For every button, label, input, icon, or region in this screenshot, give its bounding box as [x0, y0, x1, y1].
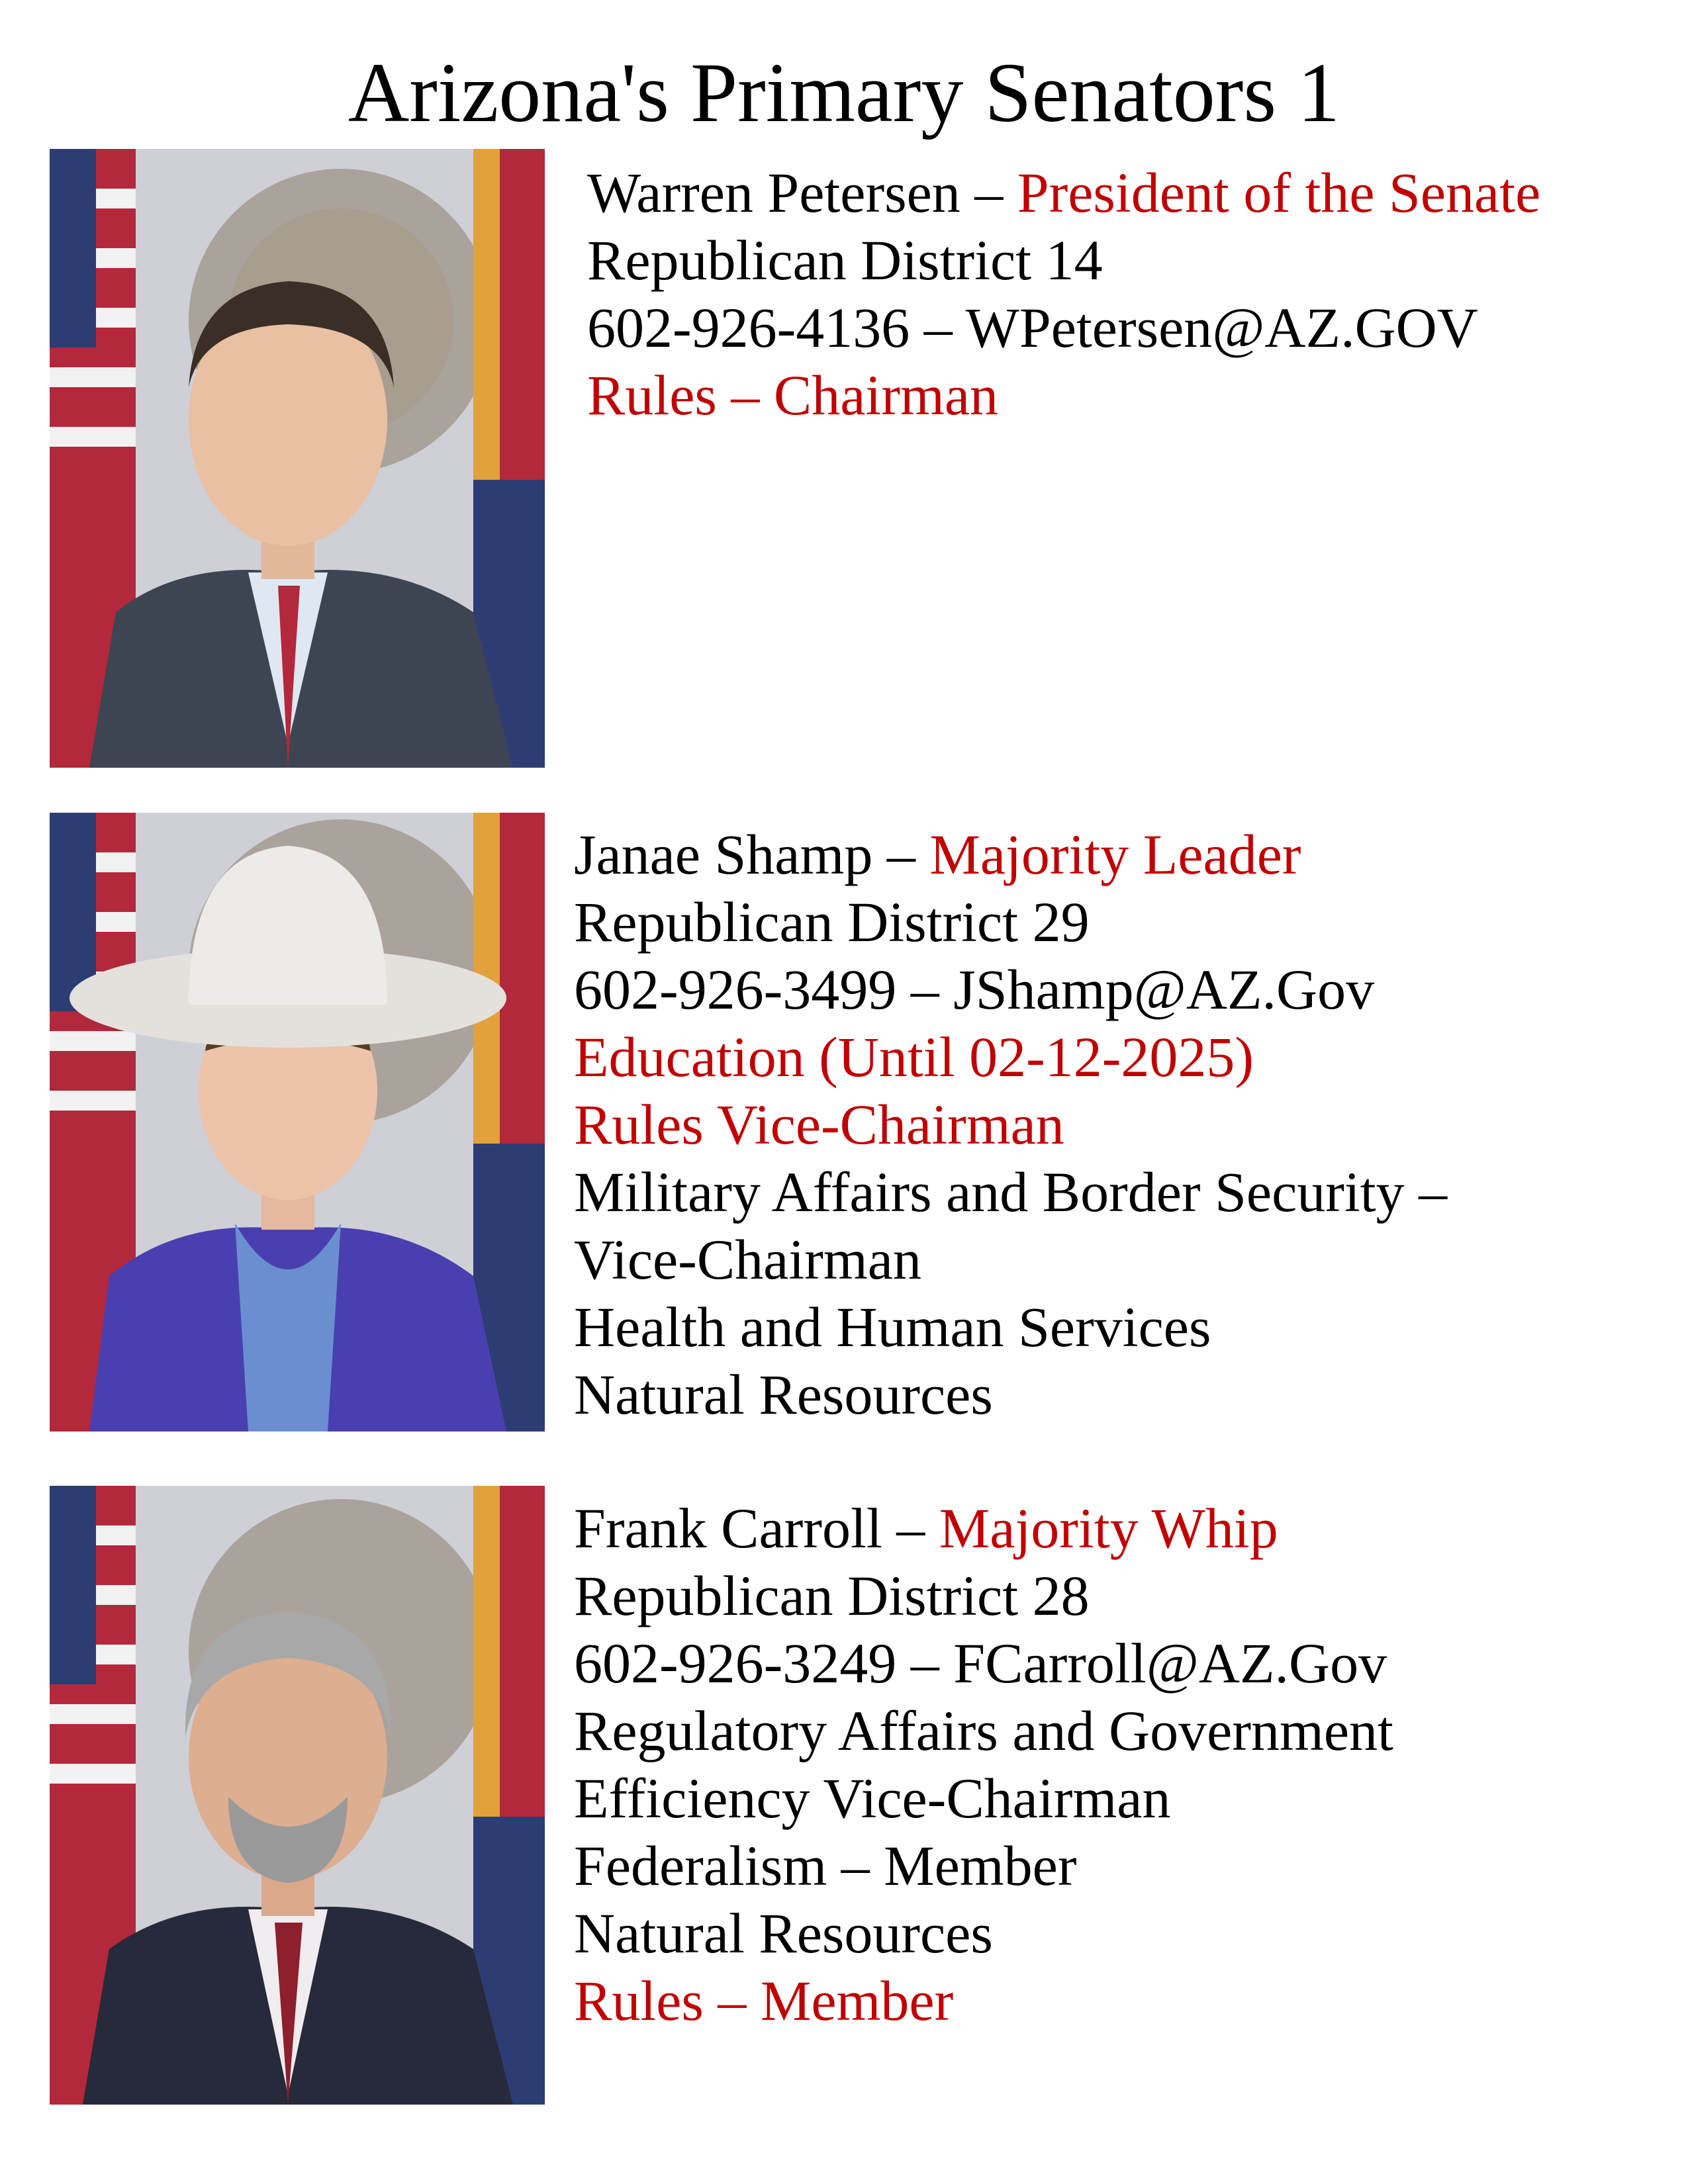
senator-role: Majority Whip [939, 1496, 1278, 1560]
senator-info-petersen [587, 159, 1540, 429]
senator-photo-petersen [50, 149, 545, 768]
committee-line: Education (Until 02-12-2025) [574, 1025, 1254, 1089]
party-district: Republican District 29 [574, 890, 1090, 954]
portrait-man-goatee-image [50, 1486, 545, 2105]
committee-line: Rules Vice-Chairman [574, 1093, 1064, 1156]
senator-role: President of the Senate [1017, 161, 1541, 224]
senator-name: Frank Carroll [574, 1496, 882, 1560]
committee-line: Federalism – Member [574, 1834, 1077, 1897]
party-district: Republican District 28 [574, 1564, 1090, 1627]
name-role-separator: – [882, 1496, 939, 1560]
party-district: Republican District 14 [587, 228, 1103, 292]
senator-heading [574, 821, 1447, 888]
committee-line: Rules – Member [574, 1969, 954, 2032]
senator-photo-shamp [50, 813, 545, 1432]
committee-line: Natural Resources [574, 1363, 993, 1426]
committee-line: Health and Human Services [574, 1295, 1211, 1359]
senator-role: Majority Leader [929, 823, 1301, 886]
portrait-woman-cowboy-hat-image [50, 813, 545, 1432]
senator-info-shamp [574, 821, 1447, 1428]
name-role-separator: – [872, 823, 930, 886]
senator-name: Janae Shamp [574, 823, 873, 886]
portrait-man-suit-image [50, 149, 545, 768]
contact-line: 602-926-3249 – FCarroll@AZ.Gov [574, 1631, 1387, 1695]
senator-heading [587, 159, 1540, 226]
contact-line: 602-926-3499 – JShamp@AZ.Gov [574, 958, 1375, 1021]
committee-line: Rules – Chairman [587, 363, 999, 427]
committee-line: Military Affairs and Border Security – [574, 1160, 1448, 1224]
committee-line: Vice-Chairman [574, 1228, 921, 1291]
senator-name: Warren Petersen [587, 161, 961, 224]
senator-photo-carroll [50, 1486, 545, 2105]
senator-heading [574, 1494, 1393, 1562]
page-title: Arizona's Primary Senators 1 [348, 46, 1340, 140]
name-role-separator: – [960, 161, 1017, 224]
contact-line: 602-926-4136 – WPetersen@AZ.GOV [587, 296, 1478, 359]
senator-info-carroll [574, 1494, 1393, 2034]
committee-line: Regulatory Affairs and Government [574, 1699, 1393, 1762]
committee-line: Efficiency Vice-Chairman [574, 1766, 1171, 1830]
committee-line: Natural Resources [574, 1901, 993, 1965]
